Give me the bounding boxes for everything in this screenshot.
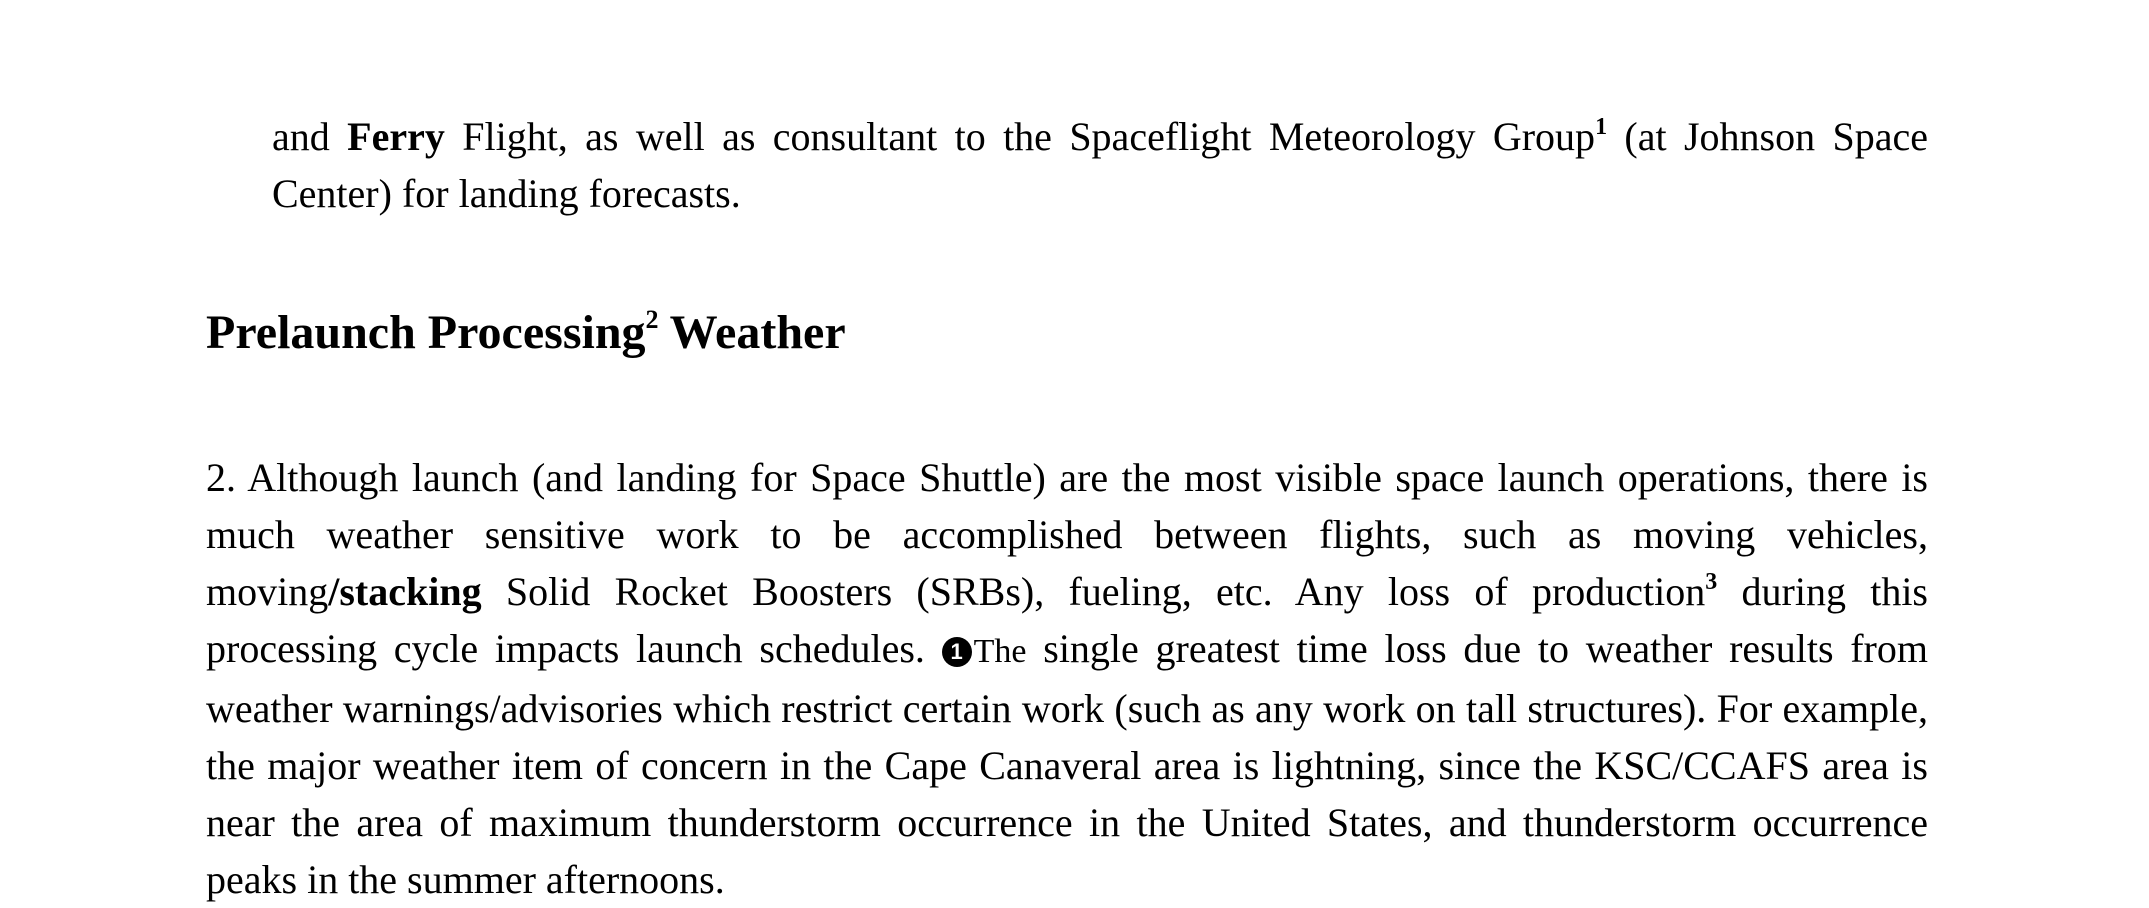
text-run: (at Johnson Space Center) for landing forecasts. — [272, 114, 1929, 216]
heading-text: Weather — [658, 306, 846, 359]
marker-lead-text: The — [973, 633, 1027, 670]
text-run: 2. Although launch (and landing for Space Shuttle) are the most visible space launch operations, there is much weather sensitive work to be accomplished between flights, such as moving vehicles, moving — [206, 455, 1928, 614]
heading-text: Prelaunch Processing — [206, 306, 646, 359]
footnote-ref-1[interactable]: 1 — [1595, 114, 1608, 140]
text-run: Flight, as well as consultant to the Spaceflight Meteorology Group — [444, 114, 1596, 159]
text-run: during this processing cycle impacts launch schedules. — [206, 569, 1928, 671]
text-run: Solid Rocket Boosters (SRBs), fueling, etc. Any loss of production — [481, 569, 1706, 614]
paragraph-2 — [206, 449, 1928, 908]
numbered-circle-marker-icon: 1 — [942, 637, 972, 667]
bold-term-ferry: Ferry — [347, 114, 445, 159]
text-run: and — [272, 114, 348, 159]
text-run: single greatest time loss due to weather results from weather warnings/advisories which restrict certain work (such as any work on tall structures). For example, the major weather item of concern in the Cape Canaveral area is lightning, since the KSC/CCAFS area is near the area of maximum thunderstorm occurrence in the United States, and thunderstorm occurrence peaks in the summer afternoons. — [206, 626, 1928, 902]
footnote-ref-2[interactable]: 2 — [645, 305, 659, 334]
footnote-ref-3[interactable]: 3 — [1705, 569, 1718, 595]
section-heading — [206, 303, 846, 363]
bold-term-stacking: /stacking — [328, 569, 482, 614]
paragraph-continuation — [272, 108, 1928, 222]
